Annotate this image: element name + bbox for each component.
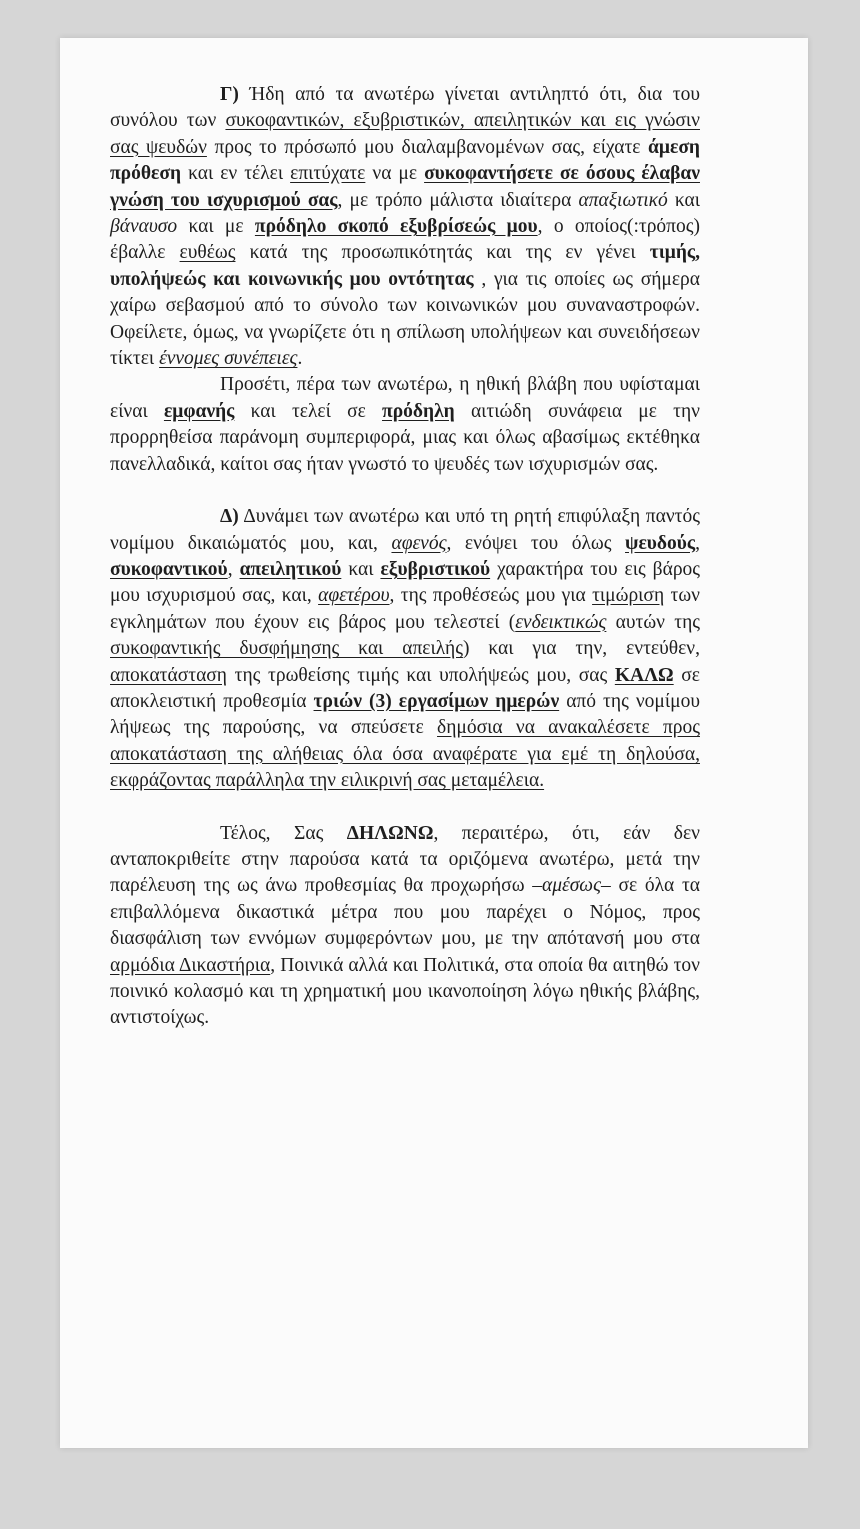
text-span: από της νομίμου λήψεως της παρούσης, να σπεύσετε xyxy=(110,690,700,739)
text-span: κατά της προσωπικότητάς και της εν γένει xyxy=(235,242,650,264)
italic-underlined-text: ενδεικτικώς xyxy=(515,611,607,633)
text-span: , ενόψει του όλως xyxy=(446,532,626,554)
section-label-g: Γ) xyxy=(220,84,239,105)
text-span: αιτιώδη συνάφεια με την προρρηθείσα παράνομη συμπεριφορά, μιας και όλως αβασίμως εκτέθηκα πανελλαδικά, καίτοι σας ήταν γνωστό το ψευδές των ισχυρισμών σας. xyxy=(110,400,700,475)
text-span: αυτών της xyxy=(606,611,700,633)
text-span: και με xyxy=(177,216,255,238)
bold-underlined-text: πρόδηλο σκοπό εξυβρίσεώς μου xyxy=(254,216,538,238)
text-span: Ήδη από τα ανωτέρω γίνεται αντιληπτό ότι, δια του συνόλου των xyxy=(110,84,700,132)
italic-text: απαξιωτικό xyxy=(578,189,668,211)
italic-underlined-text: αφετέρου xyxy=(318,585,390,607)
bold-underlined-text: πρόδηλη xyxy=(382,400,455,422)
spacer xyxy=(110,478,700,504)
text-span: Προσέτι, πέρα των ανωτέρω, η ηθική βλάβη που υφίσταμαι είναι xyxy=(110,374,700,422)
text-span: και εν τέλει xyxy=(181,163,291,185)
bold-underlined-text: συκοφαντικού xyxy=(110,558,228,580)
section-label-d: Δ) xyxy=(220,506,239,528)
text-span: , της προθέσεώς μου για xyxy=(389,585,593,607)
paragraph-g xyxy=(110,82,700,372)
bold-underlined-text: ψευδούς xyxy=(625,532,696,554)
underlined-text: συκοφαντικών, εξυβριστικών, απειλητικών και εις γνώσιν σας ψευδών xyxy=(110,110,700,158)
bold-underlined-text: εξυβριστικού xyxy=(380,558,491,580)
bold-underlined-text: εμφανής xyxy=(163,400,235,422)
text-span: και xyxy=(667,189,700,211)
bold-underlined-text: συκοφαντήσετε σε όσους έλαβαν γνώση του ισχυρισμού σας xyxy=(110,163,700,211)
text-span: προς το πρόσωπό μου διαλαμβανομένων σας, είχατε xyxy=(206,136,649,158)
underlined-text: τιμώριση xyxy=(592,585,665,607)
italic-underlined-text: αφενός xyxy=(391,532,447,554)
text-span: των εγκλημάτων που έχουν εις βάρος μου τελεστεί ( xyxy=(110,585,701,633)
text-span: και xyxy=(341,558,381,580)
bold-text: άμεση πρόθεση xyxy=(110,136,700,185)
text-span: , με τρόπο μάλιστα ιδιαίτερα xyxy=(337,189,579,211)
bold-underlined-text: τριών (3) εργασίμων ημερών xyxy=(313,690,560,712)
text-span: Τέλος, Σας xyxy=(220,822,347,844)
underlined-text: συκοφαντικής δυσφήμησης και απειλής xyxy=(110,638,463,660)
bold-underlined-text: απειλητικού xyxy=(239,558,342,580)
text-span: , Ποινικά αλλά και Πολιτικά, στα οποία θα αιτηθώ τον ποινικό κολασμό και τη χρηματική μου ικανοποίηση λόγω ηθικής βλάβης, αντιστοίχως. xyxy=(110,954,700,1029)
spacer xyxy=(110,795,700,821)
text-span: και τελεί σε xyxy=(234,400,383,422)
underlined-text: ευθέως xyxy=(179,242,236,264)
paragraph-final xyxy=(110,821,700,1032)
italic-underlined-text: έννομες συνέπειες xyxy=(159,348,298,370)
italic-text: βάναυσο xyxy=(110,216,178,238)
text-span: της τρωθείσης τιμής και υπολήψεώς μου, σας xyxy=(227,664,615,686)
text-span: ) και για την, εντεύθεν, xyxy=(462,638,700,660)
text-span: σε αποκλειστική προθεσμία xyxy=(110,664,700,712)
underlined-text: αρμόδια Δικαστήρια xyxy=(110,954,271,976)
text-span: σε όλα τα επιβαλλόμενα δικαστικά μέτρα που μου παρέχει ο Νόμος, προς διασφάλιση των εννόμων συμφερόντων μου, με την απότανσή μου στα xyxy=(110,875,700,950)
text-span: να με xyxy=(365,163,425,185)
text-span: Δυνάμει των ανωτέρω και υπό τη ρητή επιφύλαξη παντός νομίμου δικαιώματός μου, και, xyxy=(110,506,700,554)
bold-text: τιμής, υπολήψεώς και κοινωνικής μου οντότητας xyxy=(110,242,700,290)
text-span: , xyxy=(695,532,700,554)
bold-underlined-text: ΚΑΛΩ xyxy=(614,664,674,686)
underlined-text: επιτύχατε xyxy=(290,163,366,185)
underlined-text: δημόσια να ανακαλέσετε προς αποκατάσταση της αλήθειας όλα όσα αναφέρατε για εμέ τη δηλούσα, εκφράζοντας παράλληλα την ειλικρινή σας μεταμέλεια. xyxy=(110,717,700,792)
paragraph-g-continued xyxy=(110,372,700,478)
paragraph-d xyxy=(110,504,700,794)
text-span: , xyxy=(227,558,240,580)
document-body xyxy=(110,82,700,1032)
underlined-text: αποκατάσταση xyxy=(110,664,228,686)
text-span: , για τις οποίες ως σήμερα χαίρω σεβασμού από το σύνολο των κοινωνικών μου συναναστροφών. Οφείλετε, όμως, να γνωρίζετε ότι η σπίλωση υπολήψεων και συνειδήσεων τίκτει xyxy=(110,268,701,370)
text-span: χαρακτήρα του εις βάρος μου ισχυρισμού σας, και, xyxy=(110,558,701,607)
text-span: , περαιτέρω, ότι, εάν δεν ανταποκριθείτε στην παρούσα κατά τα οριζόμενα ανωτέρω, μετά την παρέλευση της ως άνω προθεσμίας θα προχωρήσω xyxy=(110,822,700,897)
text-span: , ο οποίος(:τρόπος) έβαλλε xyxy=(110,216,700,264)
italic-text: –αμέσως– xyxy=(532,875,611,897)
text-span: . xyxy=(297,348,303,370)
bold-text: ΔΗΛΩΝΩ xyxy=(346,822,434,844)
